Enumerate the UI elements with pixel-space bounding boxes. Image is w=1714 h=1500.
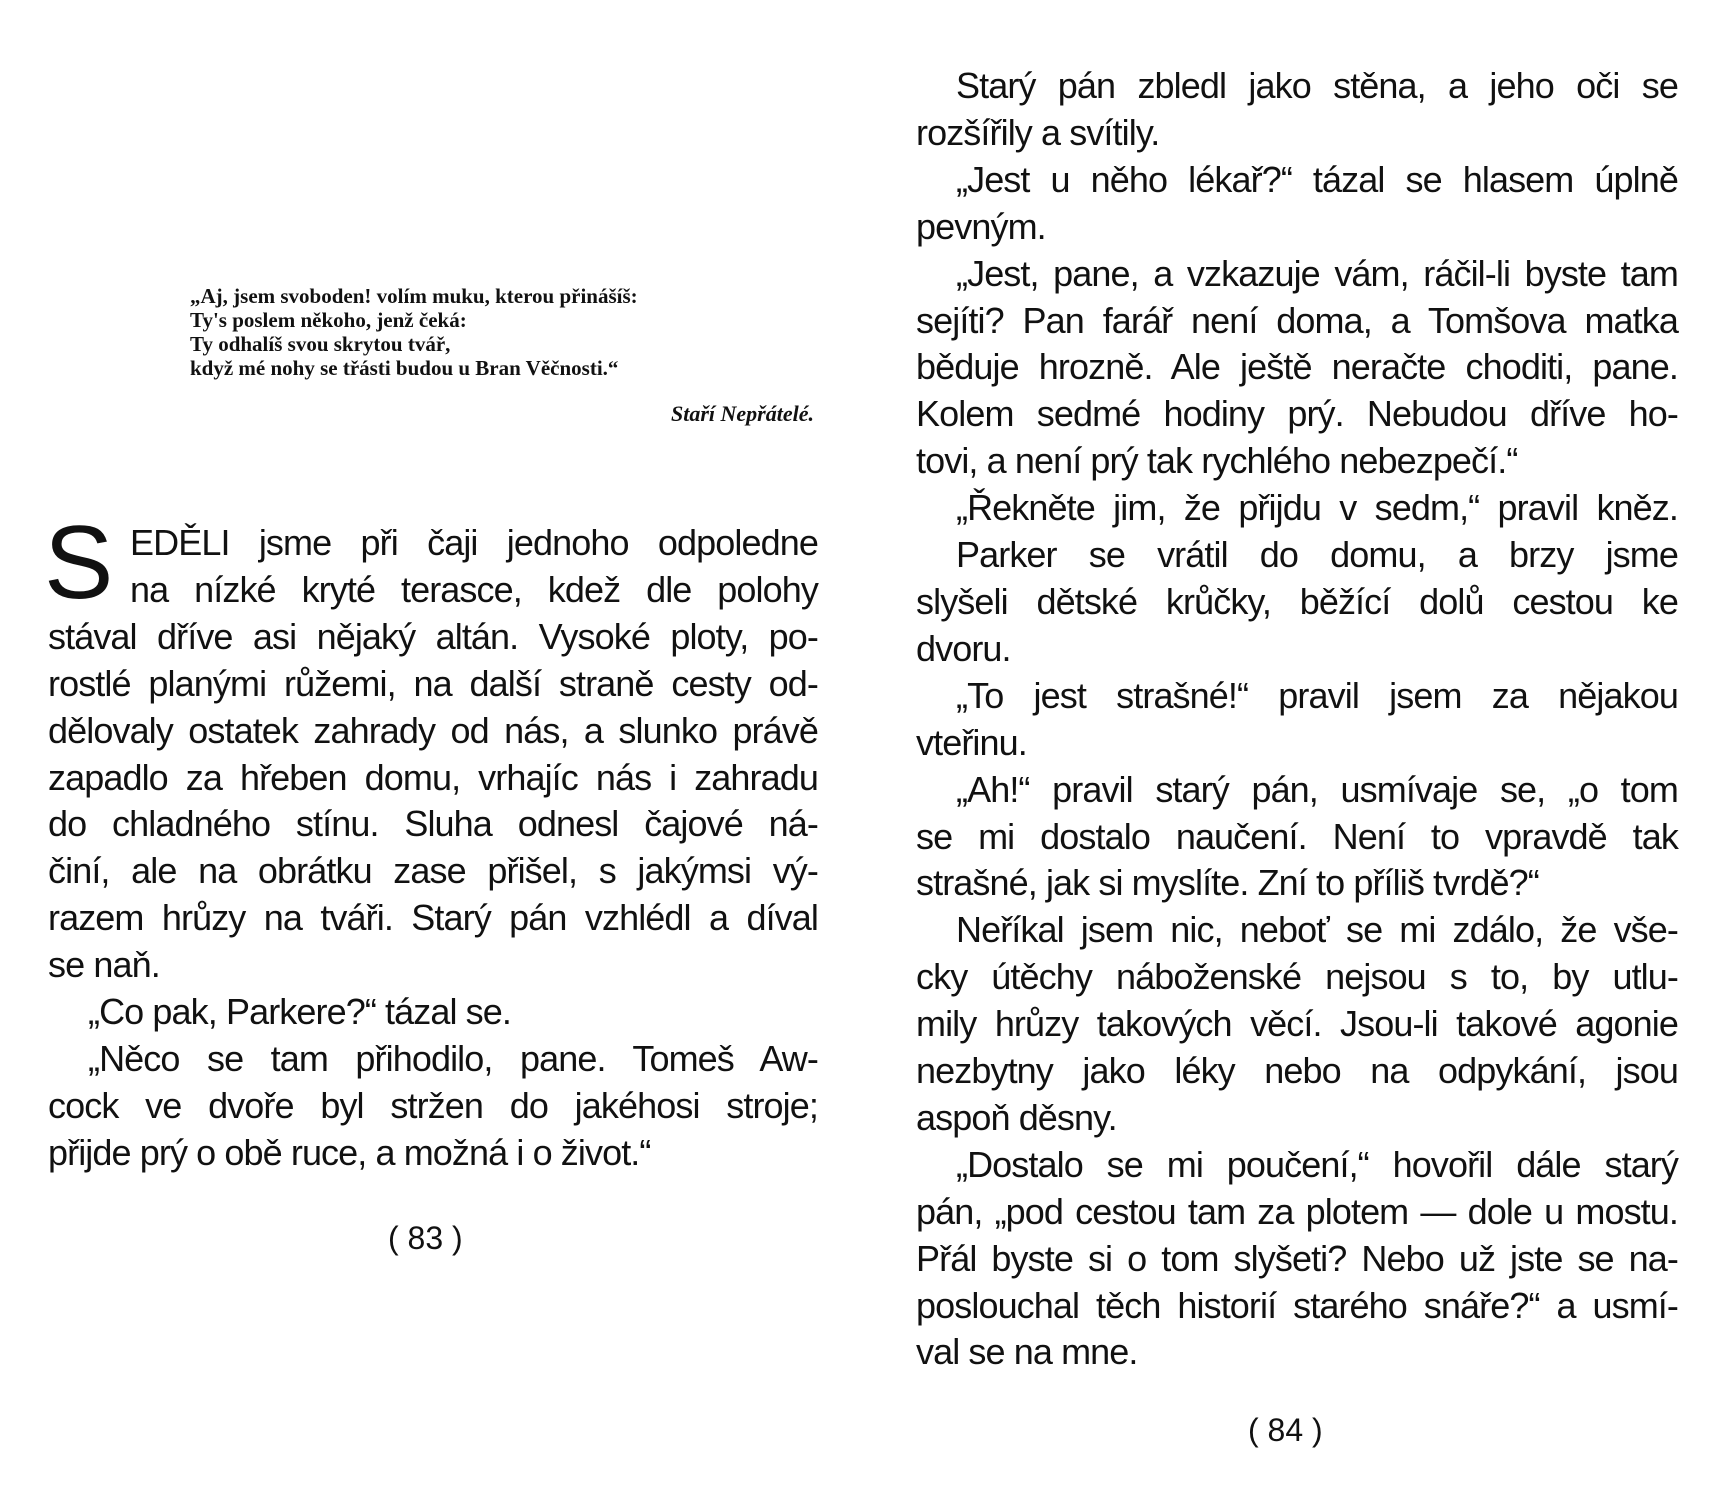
left-page-text (48, 520, 818, 1177)
text-line: „Jest u něho lékař?“ tázal se hlasem úplně (956, 158, 1678, 200)
page-number: ( 83 ) (388, 1220, 463, 1256)
text-line: rozšířily a svítily. (916, 111, 1160, 153)
text-line: „Jest, pane, a vzkazuje vám, ráčil-li byste tam (956, 252, 1678, 294)
text-line: stával dříve asi nějaký altán. Vysoké ploty, po- (48, 615, 818, 657)
text-line: „Řekněte jim, že přijdu v sedm,“ pravil kněz. (956, 487, 1678, 529)
text-line: „To jest strašné!“ pravil jsem za nějakou (956, 674, 1678, 716)
text-line: cky útěchy náboženské nejsou s to, by utlu- (916, 956, 1678, 998)
text-line: na nízké kryté terasce, kdež dle polohy (130, 568, 818, 610)
text-line: se naň. (48, 944, 160, 986)
text-line: cock ve dvoře byl stržen do jakéhosi stroje; (48, 1084, 818, 1126)
text-line: strašné, jak si myslíte. Zní to příliš tvrdě?“ (916, 862, 1539, 904)
text-line: rostlé planými růžemi, na další straně cesty od- (48, 662, 818, 704)
text-line: dělovaly ostatek zahrady od nás, a slunko právě (48, 709, 818, 751)
text-line: Kolem sedmé hodiny prý. Nebudou dříve ho- (916, 393, 1678, 435)
epigraph-source: Staří Nepřátelé. (671, 401, 814, 426)
epigraph-line: když mé nohy se třásti budou u Bran Věčnosti.“ (190, 356, 619, 380)
text-line: „Ah!“ pravil starý pán, usmívaje se, „o tom (956, 768, 1678, 810)
text-line: aspoň děsny. (916, 1096, 1117, 1138)
text-line: mily hrůzy takových věcí. Jsou-li takové agonie (916, 1003, 1678, 1045)
page-number: ( 84 ) (1248, 1412, 1323, 1448)
text-line: činí, ale na obrátku zase přišel, s jakýmsi vý- (48, 850, 818, 892)
epigraph-line: Ty's poslem někoho, jenž čeká: (190, 308, 467, 332)
drop-cap: S (44, 505, 114, 621)
text-line: pevným. (916, 205, 1046, 247)
text-line: nezbytny jako léky nebo na odpykání, jsou (916, 1050, 1678, 1092)
text-line: „Co pak, Parkere?“ tázal se. (88, 991, 511, 1033)
epigraph-line: „Aj, jsem svoboden! volím muku, kterou přinášíš: (190, 284, 638, 308)
text-line: EDĚLI jsme při čaji jednoho odpoledne (130, 522, 818, 563)
text-line: dvoru. (916, 627, 1011, 669)
epigraph-line: Ty odhalíš svou skrytou tvář, (190, 332, 451, 356)
text-line: „Dostalo se mi poučení,“ hovořil dále starý (956, 1143, 1678, 1185)
left-page (44, 0, 818, 1500)
text-line: tovi, a není prý tak rychlého nebezpečí.“ (916, 440, 1518, 482)
text-line: zapadlo za hřeben domu, vrhajíc nás i zahradu (48, 756, 818, 798)
text-line: do chladného stínu. Sluha odnesl čajové ná- (48, 803, 818, 845)
text-line: běduje hrozně. Ale ještě neračte choditi, pane. (916, 346, 1678, 388)
right-page-text (916, 63, 1678, 1376)
text-line: se mi dostalo naučení. Není to vpravdě tak (916, 815, 1678, 857)
text-line: Parker se vrátil do domu, a brzy jsme (956, 534, 1678, 576)
text-line: Starý pán zbledl jako stěna, a jeho oči se (956, 65, 1678, 106)
text-line: přijde prý o obě ruce, a možná i o život.“ (48, 1131, 651, 1173)
text-line: razem hrůzy na tváři. Starý pán vzhlédl a díval (48, 897, 818, 939)
epigraph (190, 284, 814, 380)
text-line: Přál byste si o tom slyšeti? Nebo už jste se na- (916, 1237, 1678, 1279)
right-page (916, 0, 1678, 1500)
text-line: val se na mne. (916, 1331, 1138, 1373)
text-line: pán, „pod cestou tam za plotem — dole u mostu. (916, 1190, 1678, 1232)
text-line: sejíti? Pan farář není doma, a Tomšova matka (916, 299, 1678, 341)
text-line: vteřinu. (916, 721, 1027, 763)
text-line: „Něco se tam přihodilo, pane. Tomeš Aw- (88, 1037, 818, 1079)
text-line: Neříkal jsem nic, neboť se mi zdálo, že vše- (956, 909, 1678, 951)
text-line: slyšeli dětské krůčky, běžící dolů cestou ke (916, 580, 1678, 622)
text-line: poslouchal těch historií starého snáře?“ a usmí- (916, 1284, 1678, 1326)
